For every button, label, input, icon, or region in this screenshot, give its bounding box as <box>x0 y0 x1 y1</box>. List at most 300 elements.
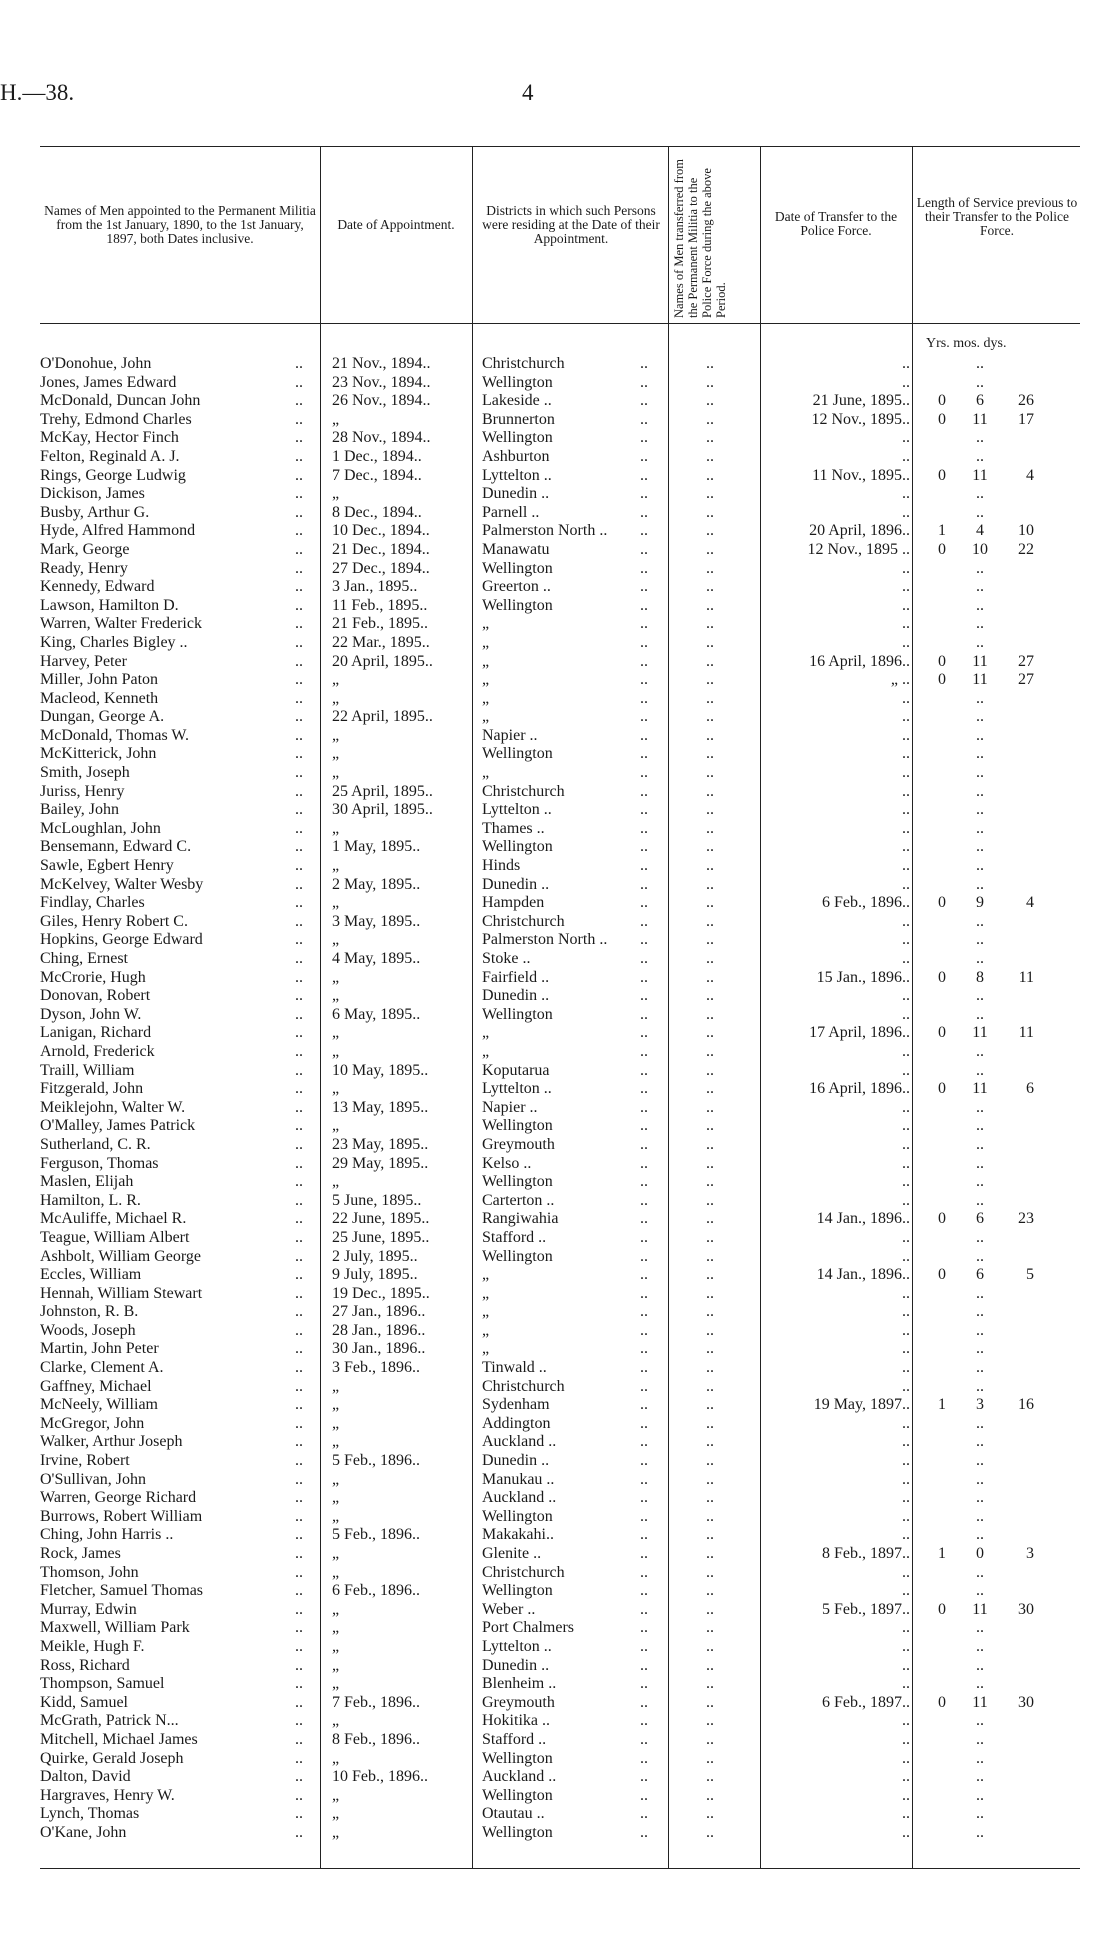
district-cell: Wellington <box>482 596 553 614</box>
transfer-date-cell: .. <box>902 1637 910 1655</box>
district-cell: Lyttelton .. <box>482 1637 552 1655</box>
transfer-date-cell: .. <box>902 689 910 707</box>
length-cell: .. <box>976 1507 984 1525</box>
district-cell: Ashburton <box>482 447 550 465</box>
appointment-date-cell: „ <box>332 1433 340 1451</box>
leader-dots: .. <box>640 1228 648 1246</box>
transferred-cell: .. <box>706 1619 714 1637</box>
leader-dots: .. <box>295 931 303 949</box>
transferred-cell: .. <box>706 466 714 484</box>
months-cell: 8 <box>976 968 984 986</box>
district-cell: „ <box>482 1042 490 1060</box>
leader-dots: .. <box>640 950 648 967</box>
table-row <box>0 1248 1114 1267</box>
transferred-cell: .. <box>706 522 714 540</box>
transfer-date-cell: .. <box>902 857 910 875</box>
appointment-date-cell: „ <box>332 1619 340 1637</box>
transfer-date-cell: .. <box>902 447 910 465</box>
leader-dots: .. <box>295 745 303 763</box>
leader-dots: .. <box>640 1693 648 1711</box>
length-cell: .. <box>976 1526 984 1544</box>
transferred-cell: .. <box>706 912 714 930</box>
leader-dots: .. <box>295 1303 303 1321</box>
transfer-date-cell: 16 April, 1896.. <box>809 1080 910 1098</box>
length-cell: .. <box>976 1154 984 1172</box>
table-row <box>0 634 1114 653</box>
table-row <box>0 1526 1114 1545</box>
transferred-cell: .. <box>706 485 714 503</box>
leader-dots: .. <box>640 745 648 763</box>
name-cell: O'Donohue, John <box>40 355 152 372</box>
table-row <box>0 708 1114 727</box>
leader-dots: .. <box>640 1340 648 1358</box>
table-row <box>0 820 1114 839</box>
transferred-cell: .. <box>706 355 714 372</box>
leader-dots: .. <box>640 1730 648 1748</box>
leader-dots: .. <box>295 1563 303 1581</box>
table-row <box>0 1136 1114 1155</box>
leader-dots: .. <box>295 708 303 726</box>
length-cell: .. <box>976 1452 984 1470</box>
days-cell: 16 <box>1018 1396 1034 1414</box>
name-cell: Meiklejohn, Walter W. <box>40 1098 186 1116</box>
leader-dots: .. <box>640 1154 648 1172</box>
name-cell: Johnston, R. B. <box>40 1303 139 1321</box>
leader-dots: .. <box>640 1637 648 1655</box>
leader-dots: .. <box>295 764 303 782</box>
transferred-cell: .. <box>706 950 714 967</box>
name-cell: McDonald, Thomas W. <box>40 726 190 744</box>
appointment-date-cell: „ <box>332 726 340 744</box>
months-cell: 6 <box>976 392 984 410</box>
leader-dots: .. <box>295 652 303 670</box>
leader-dots: .. <box>295 689 303 707</box>
leader-dots: .. <box>295 1619 303 1637</box>
appointment-date-cell: 22 Mar., 1895.. <box>332 633 430 651</box>
name-cell: Bensemann, Edward C. <box>40 838 192 856</box>
appointment-date-cell: „ <box>332 1749 340 1767</box>
district-cell: „ <box>482 689 490 707</box>
leader-dots: .. <box>640 1024 648 1042</box>
transferred-cell: .. <box>706 1191 714 1209</box>
length-cell: .. <box>976 1749 984 1767</box>
table-row <box>0 801 1114 820</box>
length-cell: .. <box>976 912 984 930</box>
name-cell: Rings, George Ludwig <box>40 466 186 484</box>
leader-dots: .. <box>640 931 648 949</box>
appointment-date-cell: „ <box>332 1637 340 1655</box>
transferred-cell: .. <box>706 857 714 875</box>
leader-dots: .. <box>295 894 303 912</box>
table-row <box>0 411 1114 430</box>
district-cell: „ <box>482 671 490 689</box>
header-transferred-column <box>672 150 728 318</box>
appointment-date-cell: „ <box>332 1786 340 1804</box>
length-cell: .. <box>976 1675 984 1693</box>
months-cell: 11 <box>972 1024 988 1042</box>
name-cell: Ferguson, Thomas <box>40 1154 159 1172</box>
transferred-cell: .. <box>706 1823 714 1841</box>
name-cell: Burrows, Robert William <box>40 1507 203 1525</box>
name-cell: Smith, Joseph <box>40 764 130 782</box>
appointment-date-cell: „ <box>332 745 340 763</box>
transferred-cell: .. <box>706 689 714 707</box>
leader-dots: .. <box>295 1042 303 1060</box>
months-cell: 11 <box>972 410 988 428</box>
name-cell: Thomson, John <box>40 1563 139 1581</box>
leader-dots: .. <box>295 1433 303 1451</box>
transfer-date-cell: .. <box>902 931 910 949</box>
transfer-date-cell: .. <box>902 596 910 614</box>
leader-dots: .. <box>295 1191 303 1209</box>
transferred-cell: .. <box>706 1396 714 1414</box>
name-cell: Dyson, John W. <box>40 1005 142 1023</box>
length-cell: .. <box>976 801 984 819</box>
name-cell: Hamilton, L. R. <box>40 1191 141 1209</box>
leader-dots: .. <box>295 1210 303 1228</box>
district-cell: Weber .. <box>482 1600 536 1618</box>
transfer-date-cell: „ .. <box>890 671 910 689</box>
transfer-date-cell: .. <box>902 1786 910 1804</box>
leader-dots: .. <box>640 1619 648 1637</box>
name-cell: Harvey, Peter <box>40 652 127 670</box>
header-bottom-rule <box>40 323 1080 324</box>
leader-dots: .. <box>640 355 648 372</box>
leader-dots: .. <box>295 1823 303 1841</box>
transfer-date-cell: 19 May, 1897.. <box>813 1396 910 1414</box>
transferred-cell: .. <box>706 745 714 763</box>
leader-dots: .. <box>640 1080 648 1098</box>
years-cell: 0 <box>938 894 946 912</box>
name-cell: Ross, Richard <box>40 1656 130 1674</box>
name-cell: Rock, James <box>40 1545 121 1562</box>
days-cell: 10 <box>1018 522 1034 540</box>
transferred-cell: .. <box>706 764 714 782</box>
name-cell: Trehy, Edmond Charles <box>40 410 192 428</box>
leader-dots: .. <box>640 1414 648 1432</box>
transferred-cell: .. <box>706 819 714 837</box>
district-cell: Greerton .. <box>482 578 551 596</box>
leader-dots: .. <box>295 1247 303 1265</box>
name-cell: Woods, Joseph <box>40 1321 136 1339</box>
district-cell: Wellington <box>482 745 553 763</box>
district-cell: Wellington <box>482 1507 553 1525</box>
leader-dots: .. <box>640 1712 648 1730</box>
transferred-cell: .. <box>706 1303 714 1321</box>
transferred-cell: .. <box>706 726 714 744</box>
name-cell: Gaffney, Michael <box>40 1377 152 1395</box>
months-cell: 4 <box>976 522 984 540</box>
transfer-date-cell: .. <box>902 429 910 447</box>
transfer-date-cell: .. <box>902 1582 910 1600</box>
leader-dots: .. <box>640 1117 648 1135</box>
transfer-date-cell: .. <box>902 1247 910 1265</box>
name-cell: Felton, Reginald A. J. <box>40 447 180 465</box>
transferred-cell: .. <box>706 1284 714 1302</box>
district-cell: Auckland .. <box>482 1433 557 1451</box>
transfer-date-cell: 12 Nov., 1895.. <box>811 410 910 428</box>
table-row <box>0 541 1114 560</box>
leader-dots: .. <box>295 485 303 503</box>
leader-dots: .. <box>640 782 648 800</box>
district-cell: „ <box>482 633 490 651</box>
years-cell: 1 <box>938 522 946 540</box>
transferred-cell: .. <box>706 1582 714 1600</box>
appointment-date-cell: 3 May, 1895.. <box>332 912 421 930</box>
transfer-date-cell: .. <box>902 1823 910 1841</box>
appointment-date-cell: 6 Feb., 1896.. <box>332 1582 420 1600</box>
transferred-cell: .. <box>706 894 714 912</box>
length-cell: .. <box>976 1117 984 1135</box>
transferred-cell: .. <box>706 1489 714 1507</box>
leader-dots: .. <box>295 1805 303 1823</box>
appointment-date-cell: 5 Feb., 1896.. <box>332 1526 420 1544</box>
length-cell: .. <box>976 1228 984 1246</box>
district-cell: Wellington <box>482 838 553 856</box>
table-row <box>0 504 1114 523</box>
district-cell: Dunedin .. <box>482 1656 550 1674</box>
name-cell: Murray, Edwin <box>40 1600 137 1618</box>
district-cell: Greymouth <box>482 1135 555 1153</box>
transferred-cell: .. <box>706 596 714 614</box>
length-cell: .. <box>976 838 984 856</box>
transfer-date-cell: .. <box>902 838 910 856</box>
table-row <box>0 1359 1114 1378</box>
transfer-date-cell: .. <box>902 1191 910 1209</box>
appointment-date-cell: „ <box>332 1507 340 1525</box>
days-cell: 11 <box>1018 968 1034 986</box>
leader-dots: .. <box>640 1675 648 1693</box>
district-cell: „ <box>482 764 490 782</box>
appointment-date-cell: 22 April, 1895.. <box>332 708 433 726</box>
table-row <box>0 653 1114 672</box>
length-cell: .. <box>976 950 984 967</box>
name-cell: Findlay, Charles <box>40 894 145 912</box>
district-cell: „ <box>482 652 490 670</box>
days-cell: 6 <box>1026 1080 1034 1098</box>
appointment-date-cell: 28 Nov., 1894.. <box>332 429 431 447</box>
leader-dots: .. <box>295 1024 303 1042</box>
transferred-cell: .. <box>706 1042 714 1060</box>
leader-dots: .. <box>640 652 648 670</box>
table-row <box>0 560 1114 579</box>
leader-dots: .. <box>640 1433 648 1451</box>
appointment-date-cell: 21 Nov., 1894.. <box>332 355 431 372</box>
transfer-date-cell: .. <box>902 1061 910 1079</box>
district-cell: Addington <box>482 1414 551 1432</box>
name-cell: Hargraves, Henry W. <box>40 1786 175 1804</box>
transferred-cell: .. <box>706 1526 714 1544</box>
leader-dots: .. <box>640 875 648 893</box>
appointment-date-cell: 5 Feb., 1896.. <box>332 1452 420 1470</box>
leader-dots: .. <box>295 1080 303 1098</box>
transfer-date-cell: .. <box>902 1730 910 1748</box>
name-cell: Juriss, Henry <box>40 782 125 800</box>
transfer-date-cell: .. <box>902 1526 910 1544</box>
table-bottom-rule <box>40 1868 1080 1869</box>
years-cell: 0 <box>938 410 946 428</box>
leader-dots: .. <box>640 1507 648 1525</box>
district-cell: Christchurch <box>482 782 565 800</box>
length-cell: .. <box>976 931 984 949</box>
transfer-date-cell: .. <box>902 1321 910 1339</box>
district-cell: Carterton .. <box>482 1191 555 1209</box>
name-cell: McDonald, Duncan John <box>40 392 201 410</box>
district-cell: Palmerston North .. <box>482 522 608 540</box>
transfer-date-cell: .. <box>902 1749 910 1767</box>
length-cell: .. <box>976 503 984 521</box>
table-row <box>0 1824 1114 1843</box>
district-cell: Wellington <box>482 1173 553 1191</box>
name-cell: Dickison, James <box>40 485 145 503</box>
table-row <box>0 671 1114 690</box>
appointment-date-cell: 10 Feb., 1896.. <box>332 1768 428 1786</box>
length-cell: .. <box>976 596 984 614</box>
table-row <box>0 783 1114 802</box>
length-cell: .. <box>976 1414 984 1432</box>
leader-dots: .. <box>640 912 648 930</box>
transferred-cell: .. <box>706 1749 714 1767</box>
months-cell: 0 <box>976 1545 984 1562</box>
length-cell: .. <box>976 373 984 391</box>
appointment-date-cell: „ <box>332 1563 340 1581</box>
months-cell: 9 <box>976 894 984 912</box>
appointment-date-cell: 25 June, 1895.. <box>332 1228 430 1246</box>
leader-dots: .. <box>640 1247 648 1265</box>
table-row <box>0 1675 1114 1694</box>
days-cell: 26 <box>1018 392 1034 410</box>
table-row <box>0 1433 1114 1452</box>
name-cell: King, Charles Bigley .. <box>40 633 188 651</box>
district-cell: Kelso .. <box>482 1154 532 1172</box>
appointment-date-cell: „ <box>332 931 340 949</box>
table-row <box>0 485 1114 504</box>
district-cell: „ <box>482 1321 490 1339</box>
name-cell: Warren, George Richard <box>40 1489 197 1507</box>
appointment-date-cell: 21 Feb., 1895.. <box>332 615 428 633</box>
leader-dots: .. <box>640 1005 648 1023</box>
appointment-date-cell: 25 April, 1895.. <box>332 782 433 800</box>
appointment-date-cell: 30 April, 1895.. <box>332 801 433 819</box>
transfer-date-cell: 6 Feb., 1897.. <box>822 1693 910 1711</box>
appointment-date-cell: 27 Dec., 1894.. <box>332 559 430 577</box>
district-cell: Christchurch <box>482 912 565 930</box>
district-cell: Port Chalmers <box>482 1619 574 1637</box>
transferred-cell: .. <box>706 1340 714 1358</box>
transfer-date-cell: 5 Feb., 1897.. <box>822 1600 910 1618</box>
table-row <box>0 1694 1114 1713</box>
months-cell: 3 <box>976 1396 984 1414</box>
transferred-cell: .. <box>706 1600 714 1618</box>
appointment-date-cell: 13 May, 1895.. <box>332 1098 429 1116</box>
district-cell: Wellington <box>482 429 553 447</box>
district-cell: Parnell .. <box>482 503 540 521</box>
transfer-date-cell: .. <box>902 1377 910 1395</box>
length-cell: .. <box>976 1247 984 1265</box>
table-row <box>0 1080 1114 1099</box>
transfer-date-cell: .. <box>902 1340 910 1358</box>
leader-dots: .. <box>295 633 303 651</box>
district-cell: Auckland .. <box>482 1489 557 1507</box>
table-row <box>0 1657 1114 1676</box>
length-cell: .. <box>976 1303 984 1321</box>
name-cell: Ashbolt, William George <box>40 1247 201 1265</box>
transferred-cell: .. <box>706 1563 714 1581</box>
appointment-date-cell: „ <box>332 857 340 875</box>
table-row <box>0 1006 1114 1025</box>
name-cell: Warren, Walter Frederick <box>40 615 202 633</box>
transferred-cell: .. <box>706 1247 714 1265</box>
leader-dots: .. <box>640 466 648 484</box>
length-cell: .. <box>976 1284 984 1302</box>
table-row <box>0 1471 1114 1490</box>
district-cell: Wellington <box>482 1117 553 1135</box>
district-cell: Wellington <box>482 559 553 577</box>
transfer-date-cell: .. <box>902 1619 910 1637</box>
transferred-cell: .. <box>706 1768 714 1786</box>
transfer-date-cell: .. <box>902 1452 910 1470</box>
days-cell: 4 <box>1026 894 1034 912</box>
leader-dots: .. <box>295 373 303 391</box>
name-cell: Irvine, Robert <box>40 1452 130 1470</box>
length-cell: .. <box>976 1098 984 1116</box>
table-row <box>0 1024 1114 1043</box>
name-cell: Macleod, Kenneth <box>40 689 159 707</box>
leader-dots: .. <box>640 578 648 596</box>
leader-dots: .. <box>295 801 303 819</box>
page-reference: H.—38. <box>0 80 75 105</box>
appointment-date-cell: „ <box>332 1675 340 1693</box>
leader-dots: .. <box>640 1284 648 1302</box>
name-cell: Busby, Arthur G. <box>40 503 150 521</box>
appointment-date-cell: „ <box>332 1600 340 1618</box>
length-cell: .. <box>976 1563 984 1581</box>
district-cell: Dunedin .. <box>482 875 550 893</box>
length-cell: .. <box>976 485 984 503</box>
leader-dots: .. <box>295 578 303 596</box>
table-row <box>0 355 1114 374</box>
length-cell: .. <box>976 559 984 577</box>
leader-dots: .. <box>640 392 648 410</box>
district-cell: Napier .. <box>482 726 538 744</box>
leader-dots: .. <box>640 447 648 465</box>
appointment-date-cell: 1 May, 1895.. <box>332 838 421 856</box>
appointment-date-cell: 10 Dec., 1894.. <box>332 522 430 540</box>
district-cell: Lyttelton .. <box>482 1080 552 1098</box>
leader-dots: .. <box>640 485 648 503</box>
leader-dots: .. <box>640 1470 648 1488</box>
transferred-cell: .. <box>706 1210 714 1228</box>
name-cell: Traill, William <box>40 1061 135 1079</box>
transfer-date-cell: .. <box>902 819 910 837</box>
transferred-cell: .. <box>706 875 714 893</box>
transfer-date-cell: 16 April, 1896.. <box>809 652 910 670</box>
leader-dots: .. <box>295 392 303 410</box>
district-cell: Wellington <box>482 1582 553 1600</box>
leader-dots: .. <box>640 1582 648 1600</box>
table-row <box>0 1787 1114 1806</box>
leader-dots: .. <box>295 540 303 558</box>
leader-dots: .. <box>640 1042 648 1060</box>
district-cell: Koputarua <box>482 1061 550 1079</box>
length-cell: .. <box>976 1042 984 1060</box>
name-cell: McKelvey, Walter Wesby <box>40 875 204 893</box>
transfer-date-cell: .. <box>902 373 910 391</box>
name-cell: McNeely, William <box>40 1396 158 1414</box>
transfer-date-cell: 20 April, 1896.. <box>809 522 910 540</box>
name-cell: Lynch, Thomas <box>40 1805 140 1823</box>
leader-dots: .. <box>295 1359 303 1377</box>
